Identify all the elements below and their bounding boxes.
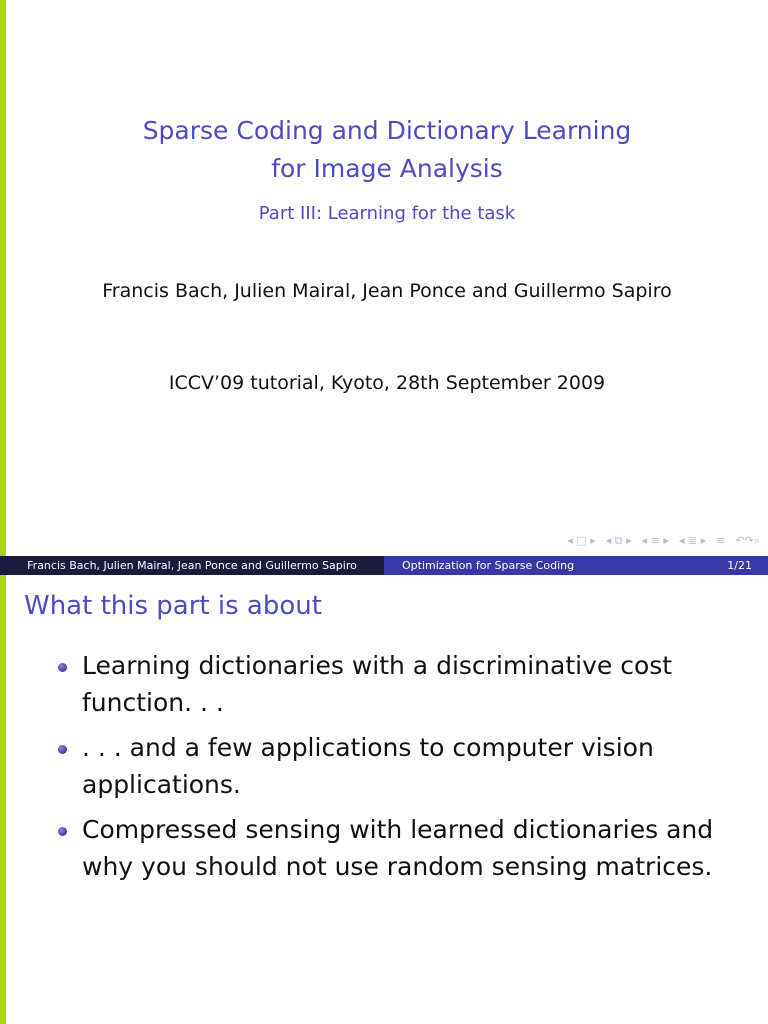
slide-subtitle: Part III: Learning for the task (258, 203, 516, 224)
bullet-icon (58, 663, 67, 672)
slide-title (6, 112, 768, 188)
content-slide (6, 575, 768, 1024)
footer-authors: Francis Bach, Julien Mairal, Jean Ponce and Guillermo Sapiro (0, 556, 384, 575)
bullet-text: Learning dictionaries with a discriminative cost function. . . (82, 651, 673, 717)
list-item (56, 729, 746, 803)
bullet-text: Compressed sensing with learned dictionaries and why you should not use random sensing matrices. (82, 815, 714, 881)
nav-left-right-icon[interactable]: ◂ □ ▸ (567, 534, 596, 547)
venue-line: ICCV’09 tutorial, Kyoto, 28th September 2009 (168, 372, 606, 394)
bullet-icon (58, 827, 67, 836)
list-item (56, 811, 746, 885)
title-line-2: for Image Analysis (271, 154, 503, 183)
footer-page-number: 1/21 (727, 559, 752, 572)
footer-title: Optimization for Sparse Coding (402, 559, 575, 572)
footer-title-section (384, 556, 768, 575)
nav-section-icon[interactable]: ◂ ≣ ▸ (678, 534, 707, 547)
bullet-text: . . . and a few applications to computer vision applications. (82, 733, 654, 799)
title-line-1: Sparse Coding and Dictionary Learning (142, 116, 632, 145)
beamer-navigation (567, 534, 760, 548)
bullet-icon (58, 745, 67, 754)
slide-footer (0, 556, 768, 575)
bullet-list (56, 647, 746, 893)
nav-frame-icon[interactable]: ◂ ⧉ ▸ (605, 534, 632, 547)
authors-line: Francis Bach, Julien Mairal, Jean Ponce and Guillermo Sapiro (102, 280, 672, 302)
nav-search-icon[interactable]: ↶↷⌕ (735, 534, 760, 547)
frame-title: What this part is about (24, 591, 322, 621)
list-item (56, 647, 746, 721)
nav-subsection-icon[interactable]: ◂ ≡ ▸ (641, 534, 669, 547)
nav-align-icon[interactable]: ≡ (716, 534, 726, 547)
title-slide (6, 0, 768, 556)
